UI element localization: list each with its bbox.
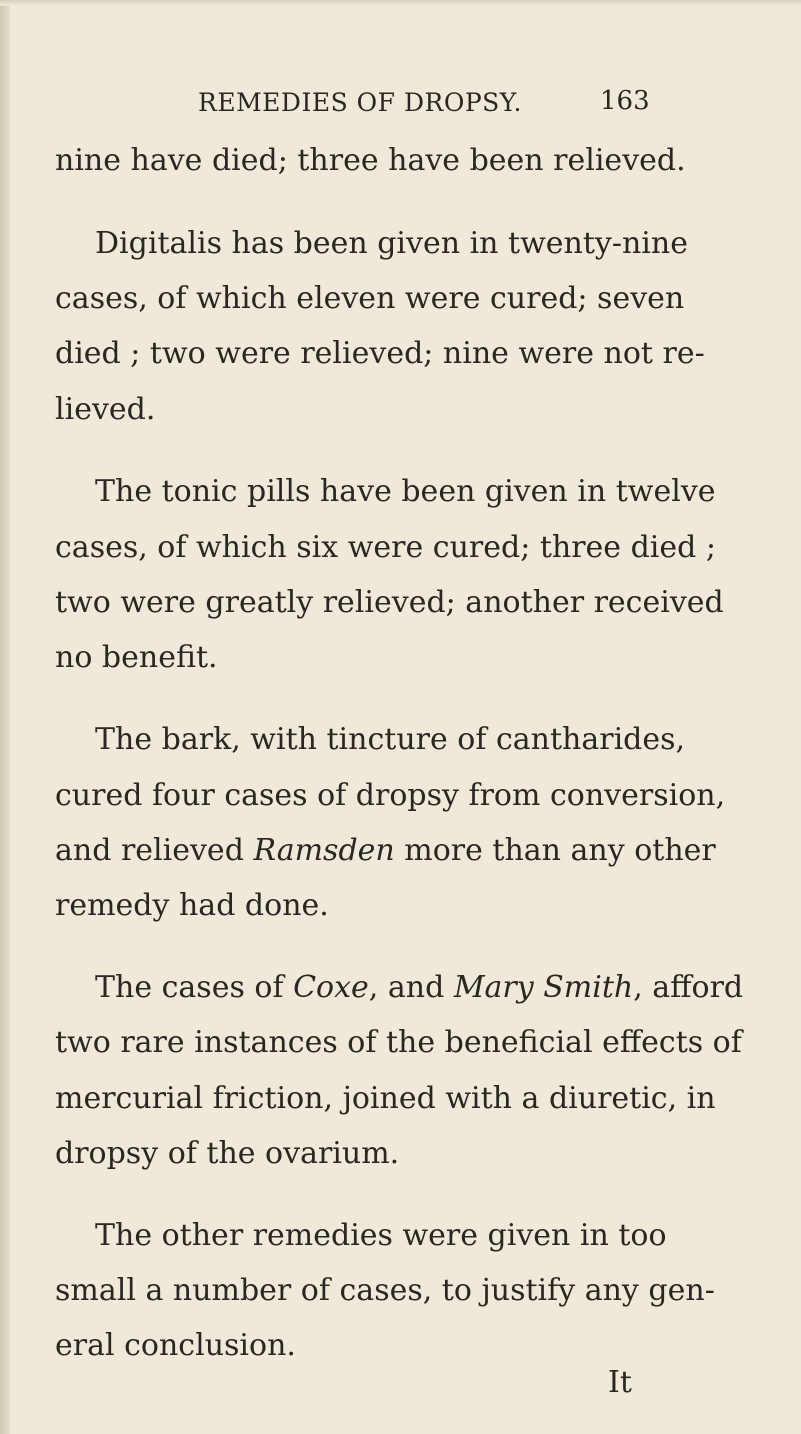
text-line: small a number of cases, to justify any gen- — [55, 1273, 715, 1308]
text-line: cases, of which eleven were cured; seven — [55, 281, 685, 316]
italic-name: Mary Smith — [453, 970, 634, 1005]
text-line: The other remedies were given in too — [95, 1218, 667, 1253]
italic-name: Coxe — [293, 970, 369, 1005]
page-top-shadow — [0, 0, 801, 6]
text-line: cured four cases of dropsy from conversion, — [55, 778, 726, 813]
text-line: eral conclusion. — [55, 1328, 296, 1363]
text-segment: , afford — [633, 970, 744, 1005]
page-edge-shadow — [0, 0, 10, 1434]
text-line — [55, 833, 716, 868]
page-number: 163 — [600, 86, 650, 116]
text-line: The tonic pills have been given in twelve — [95, 474, 716, 509]
text-line: dropsy of the ovarium. — [55, 1136, 400, 1171]
italic-name: Ramsden — [253, 833, 395, 868]
text-segment: The cases of — [95, 970, 294, 1005]
text-line: two rare instances of the beneficial effects of — [55, 1025, 742, 1060]
text-line: remedy had done. — [55, 888, 329, 923]
text-line: no benefit. — [55, 640, 218, 675]
text-segment: more than any other — [394, 833, 716, 868]
running-title: REMEDIES OF DROPSY. — [198, 88, 522, 117]
text-line: lieved. — [55, 392, 156, 427]
text-line: Digitalis has been given in twenty-nine — [95, 226, 688, 261]
text-line: died ; two were relieved; nine were not re- — [55, 336, 705, 371]
text-segment: , and — [368, 970, 454, 1005]
text-line: The bark, with tincture of cantharides, — [95, 722, 686, 757]
text-segment: and relieved — [55, 833, 254, 868]
text-line: cases, of which six were cured; three died ; — [55, 530, 716, 565]
text-line: nine have died; three have been relieved. — [55, 143, 686, 178]
catchword: It — [608, 1365, 632, 1400]
text-line — [95, 970, 744, 1005]
text-line: mercurial friction, joined with a diuretic, in — [55, 1081, 716, 1116]
text-line: two were greatly relieved; another received — [55, 585, 724, 620]
